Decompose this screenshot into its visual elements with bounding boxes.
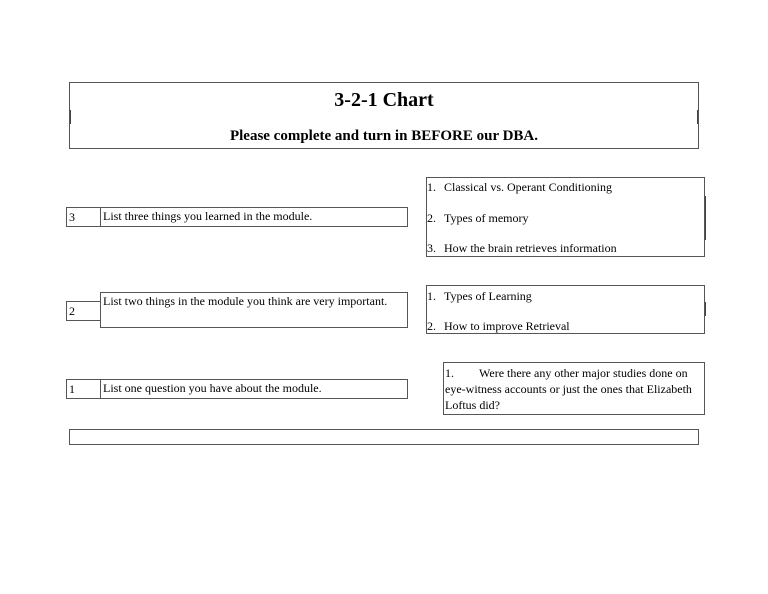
answer-number: 1.: [427, 289, 436, 303]
answer-text: Types of Learning: [444, 289, 532, 303]
header-right-tick: [697, 110, 698, 124]
answer-number: 1.: [445, 366, 454, 380]
footer-box: [69, 429, 699, 445]
question-text: [445, 365, 703, 413]
prompt-text: List one question you have about the module.: [103, 381, 322, 395]
header-left-tick: [70, 110, 71, 124]
page-subtitle: Please complete and turn in BEFORE our DBA.: [229, 128, 539, 144]
row-number-box: [66, 301, 101, 321]
answer-item: [427, 180, 612, 194]
prompt-box: [100, 207, 408, 227]
answer-number: 2.: [427, 319, 436, 333]
answer-number: 3.: [427, 241, 436, 255]
prompt-box: [100, 379, 408, 399]
answer-text: Classical vs. Operant Conditioning: [444, 180, 612, 194]
answer-item: [427, 211, 528, 225]
prompt-box: [100, 292, 408, 328]
answer-text: Types of memory: [444, 211, 529, 225]
row-number: 2: [69, 304, 75, 318]
answer-item: [427, 289, 532, 303]
prompt-text: List three things you learned in the module.: [103, 209, 313, 223]
answer-box-tick: [705, 302, 706, 316]
row-number: 3: [69, 210, 75, 224]
answer-text: How to improve Retrieval: [444, 319, 570, 333]
answer-text: How the brain retrieves information: [444, 241, 617, 255]
row-number-box: [66, 207, 101, 227]
row-number-box: [66, 379, 101, 399]
prompt-text: List two things in the module you think are very important.: [103, 294, 388, 308]
answer-box-tick: [705, 196, 706, 240]
row-number: 1: [69, 382, 75, 396]
answer-number: 1.: [427, 180, 436, 194]
answer-text: Were there any other major studies done on eye-witness accounts or just the ones that Elizabeth Loftus did?: [445, 366, 692, 412]
answer-item: [427, 241, 617, 255]
header-box: [69, 82, 699, 149]
answer-item: [427, 319, 570, 333]
answer-number: 2.: [427, 211, 436, 225]
page-title: 3-2-1 Chart: [334, 89, 434, 111]
